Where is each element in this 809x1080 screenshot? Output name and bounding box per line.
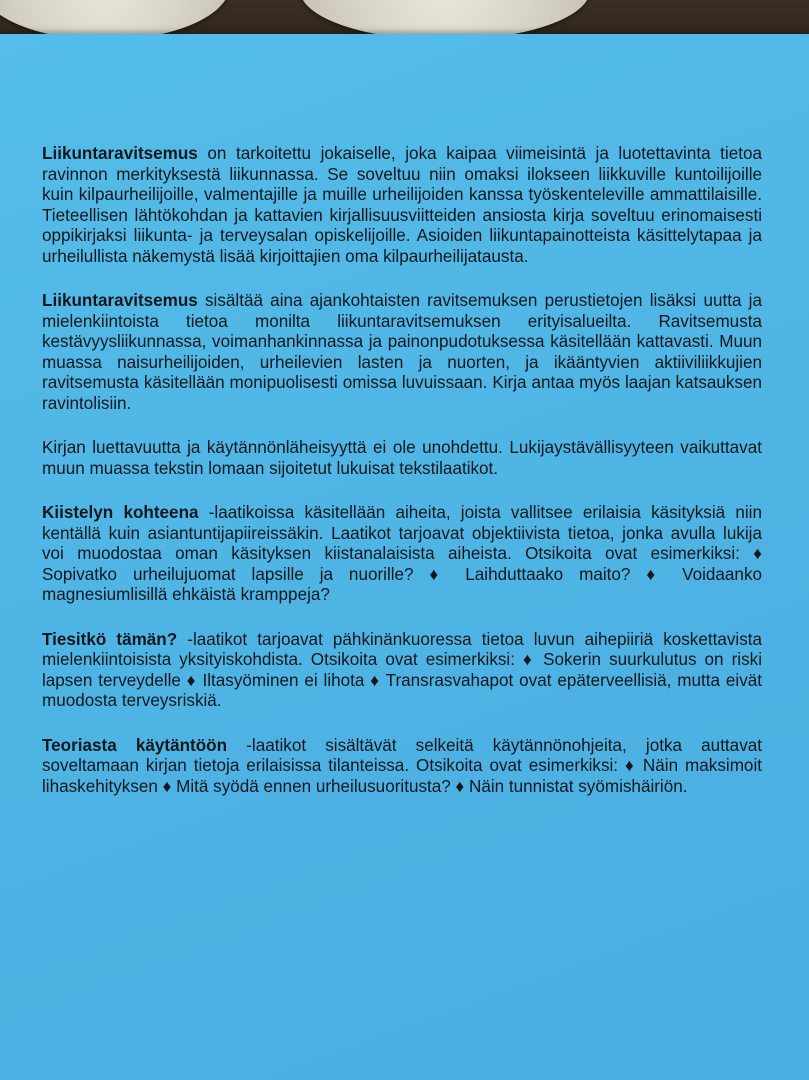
back-cover-text	[42, 144, 762, 821]
paragraph-kiistelyn-kohteena	[42, 503, 762, 606]
paragraph-text: -laatikoissa käsitellään aiheita, joista vallitsee erilaisia käsityksiä niin kentällä kuin asiantuntijapiireissäkin. Laatikot tarjoavat objektiivista tietoa, jonka avulla lukija voi muodostaa oman käsityksen kiistanalaisista aiheista. Otsikoita ovat esimerkiksi: ♦ Sopivatko urheilujuomat lapsille ja nuorille? ♦ Laihduttaako maito? ♦ Voidaanko magnesiumlisillä ehkäistä kramppeja?	[42, 503, 762, 604]
paragraph-teoriasta-kaytantoon	[42, 736, 762, 798]
paragraph-readability	[42, 438, 762, 479]
paragraph-text: sisältää aina ajankohtaisten ravitsemuksen perustietojen lisäksi uutta ja mielenkiintoista tietoa monilta liikuntaravitsemuksen erityisalueilta. Ravitsemusta kestävyysliikunnassa, voimanhankinnassa ja painonpudotuksessa käsitellään kattavasti. Muun muassa naisurheilijoiden, urheilevien lasten ja nuorten, ja ikääntyvien aktiiviliikkujien ravitsemusta käsitellään monipuolisesti omissa luvuissaan. Kirja antaa myös laajan katsauksen ravintolisiin.	[42, 291, 762, 413]
bold-lead: Teoriasta käytäntöön	[42, 735, 228, 755]
paragraph-text: on tarkoitettu jokaiselle, joka kaipaa viimeisintä ja luotettavinta tietoa ravinnon merkityksestä liikunnassa. Se soveltuu niin omaksi ilokseen liikkuville kuntoilijoille kuin kilpaurheilijoille, valmentajille ja muille urheilijoiden kanssa työskenteleville ammattilaisille. Tieteellisen lähtökohdan ja kattavien kirjallisuusviitteiden ansiosta kirja soveltuu erinomaisesti oppikirjaksi liikunta- ja terveysalan opiskelijoille. Asioiden liikuntapainotteista käsittelytapaa ja urheilullista näkemystä lisää kirjoittajien oma kilpaurheilijatausta.	[42, 144, 762, 266]
paragraph-text: Kirjan luettavuutta ja käytännönläheisyyttä ei ole unohdettu. Lukijaystävällisyyteen vaikuttavat muun muassa tekstin lomaan sijoitetut lukuisat tekstilaatikot.	[42, 438, 762, 478]
bold-lead: Tiesitkö tämän?	[42, 629, 178, 649]
paragraph-intro	[42, 144, 762, 267]
paragraph-contents	[42, 291, 762, 414]
bold-lead: Kiistelyn kohteena	[42, 503, 199, 522]
paragraph-tiesitko-taman	[42, 630, 762, 712]
bold-lead: Liikuntaravitsemus	[42, 291, 198, 310]
paragraph-text: -laatikot sisältävät selkeitä käytännönohjeita, jotka auttavat soveltamaan kirjan tietoja erilaisissa tilanteissa. Otsikoita ovat esimerkiksi: ♦ Näin maksimoit lihaskehityksen ♦ Mitä syödä ennen urheilusuoritusta? ♦ Näin tunnistat syömishäiriön.	[42, 735, 762, 796]
paragraph-text: -laatikot tarjoavat pähkinänkuoressa tietoa luvun aihepiiriä koskettavista mielenkiintoisista yksityiskohdista. Otsikoita ovat esimerkiksi: ♦ Sokerin suurkulutus on riski lapsen terveydelle ♦ Iltasyöminen ei lihota ♦ Transrasvahapot ovat epäterveellisiä, mutta eivät muodosta terveysriskiä.	[42, 629, 762, 710]
bold-lead: Liikuntaravitsemus	[42, 144, 198, 163]
